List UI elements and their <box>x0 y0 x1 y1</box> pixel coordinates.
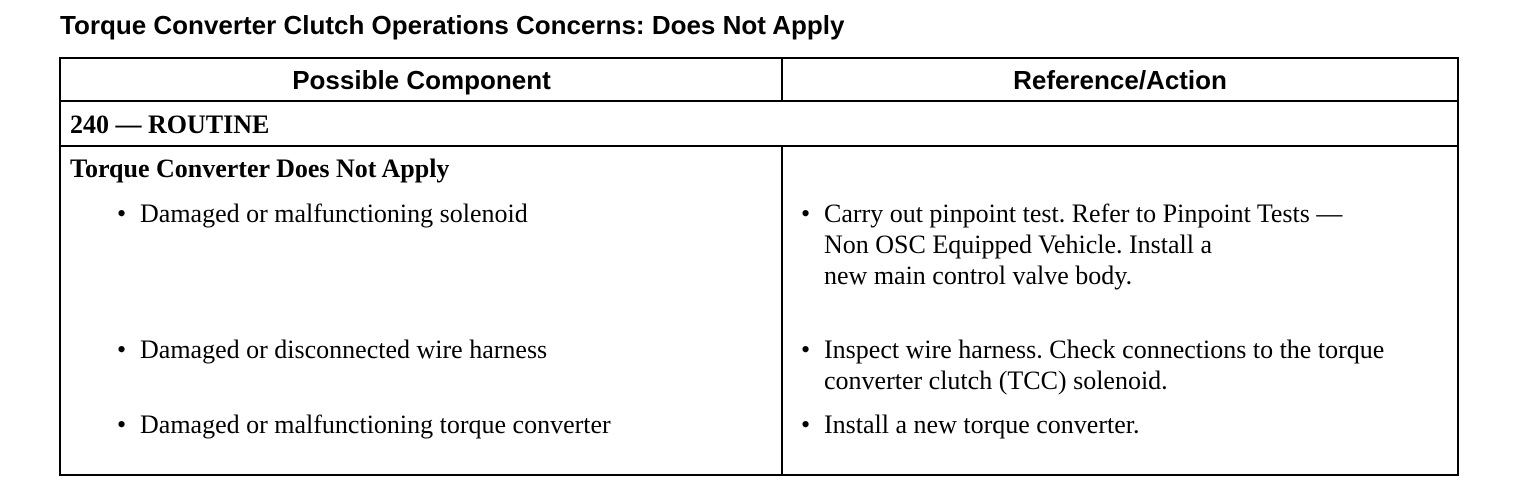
concern-title: Torque Converter Does Not Apply <box>70 154 450 183</box>
action-line: new main control valve body. <box>824 261 1133 290</box>
column-header-component: Possible Component <box>292 64 551 95</box>
action-line: converter clutch (TCC) solenoid. <box>824 366 1168 395</box>
bullet: • <box>801 410 811 439</box>
action-line: Install a new torque converter. <box>824 410 1140 439</box>
action-line: Non OSC Equipped Vehicle. Install a <box>824 230 1213 259</box>
component-item <box>117 334 548 365</box>
bullet: • <box>801 335 811 364</box>
bullet: • <box>117 335 127 364</box>
action-item <box>801 198 1454 291</box>
action-line: Inspect wire harness. Check connections to the torque <box>824 335 1385 364</box>
action-item <box>801 409 1454 440</box>
bullet: • <box>117 410 127 439</box>
component-item <box>117 409 611 440</box>
bullet: • <box>801 199 811 228</box>
column-header-action: Reference/Action <box>1013 64 1227 95</box>
group-divider <box>61 145 1457 147</box>
body-column-divider <box>781 147 783 474</box>
concerns-table <box>59 57 1459 476</box>
page-title: Torque Converter Clutch Operations Concerns: Does Not Apply <box>60 10 845 40</box>
action-item <box>801 334 1454 396</box>
component-text: Damaged or malfunctioning solenoid <box>140 199 528 228</box>
component-text: Damaged or malfunctioning torque converter <box>140 410 611 439</box>
routine-label: 240 — ROUTINE <box>70 110 270 139</box>
action-line: Carry out pinpoint test. Refer to Pinpoint Tests — <box>824 199 1343 228</box>
component-text: Damaged or disconnected wire harness <box>140 335 548 364</box>
bullet: • <box>117 199 127 228</box>
component-item <box>117 198 528 229</box>
